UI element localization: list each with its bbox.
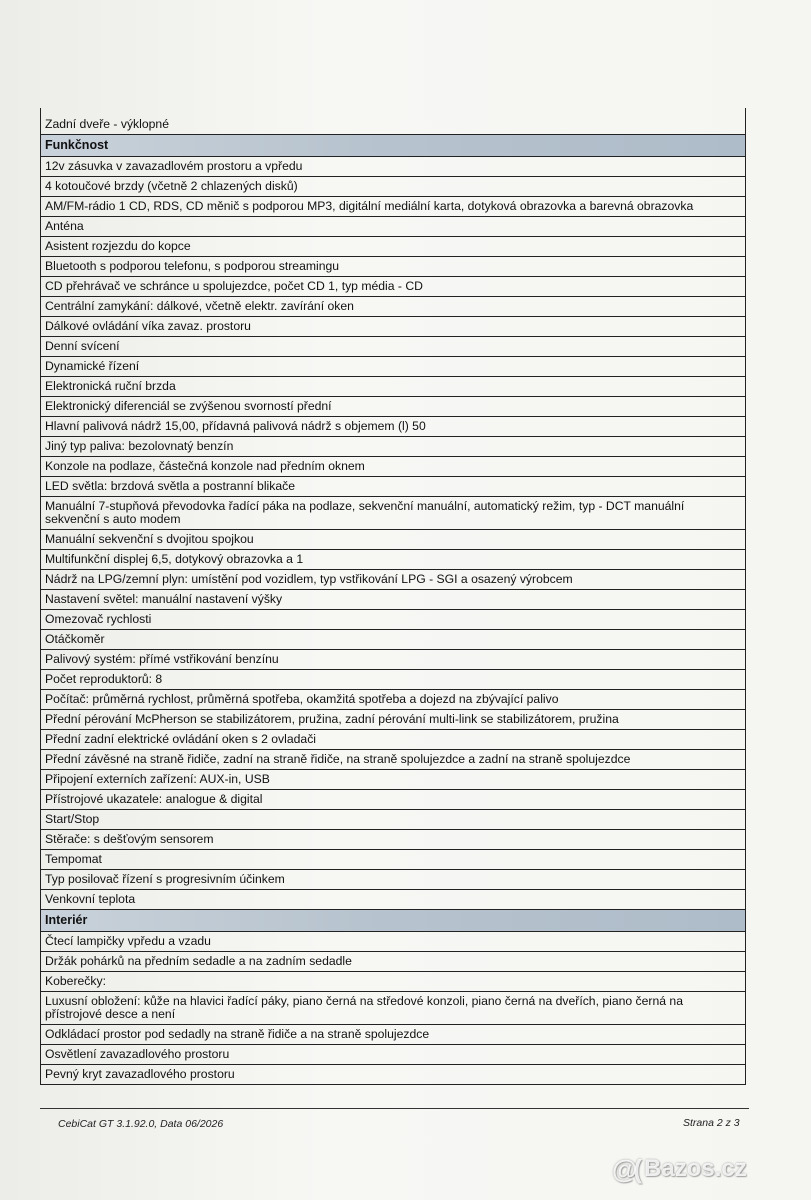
table-row: Bluetooth s podporou telefonu, s podporou streamingu (41, 257, 745, 277)
table-row: Asistent rozjezdu do kopce (41, 237, 745, 257)
table-row: Přístrojové ukazatele: analogue & digital (41, 790, 745, 810)
table-row: Manuální sekvenční s dvojitou spojkou (41, 530, 745, 550)
table-row: Dálkové ovládání víka zavaz. prostoru (41, 317, 745, 337)
table-row: Pevný kryt zavazadlového prostoru (41, 1065, 745, 1085)
table-row: Počítač: průměrná rychlost, průměrná spotřeba, okamžitá spotřeba a dojezd na zbývající palivo (41, 690, 745, 710)
table-row: Tempomat (41, 850, 745, 870)
table-row: Venkovní teplota (41, 890, 745, 910)
table-row: Koberečky: (41, 972, 745, 992)
table-row: Hlavní palivová nádrž 15,00, přídavná palivová nádrž s objemem (l) 50 (41, 417, 745, 437)
table-row: Otáčkoměr (41, 630, 745, 650)
table-row: Konzole na podlaze, částečná konzole nad předním oknem (41, 457, 745, 477)
table-row: Luxusní obložení: kůže na hlavici řadící páky, piano černá na středové konzoli, piano černá na dveřích, piano černá na přístrojové desce a není (41, 992, 745, 1025)
table-row: Čtecí lampičky vpředu a vzadu (41, 932, 745, 952)
footer-page-number: Strana 2 z 3 (683, 1117, 740, 1129)
bazos-watermark (612, 1152, 802, 1186)
table-row: Centrální zamykání: dálkové, včetně elektr. zavírání oken (41, 297, 745, 317)
table-row: Držák pohárků na předním sedadle a na zadním sedadle (41, 952, 745, 972)
table-row: Anténa (41, 217, 745, 237)
table-row: Přední závěsné na straně řidiče, zadní na straně řidiče, na straně spolujezdce a zadní na straně spolujezdce (41, 750, 745, 770)
table-row: Elektronický diferenciál se zvýšenou svorností přední (41, 397, 745, 417)
table-row: Manuální 7-stupňová převodovka řadící páka na podlaze, sekvenční manuální, automatický režim, typ - DCT manuální sekvenční s auto modem (41, 497, 745, 530)
table-row: Připojení externích zařízení: AUX-in, USB (41, 770, 745, 790)
table-row: Omezovač rychlosti (41, 610, 745, 630)
watermark-text: Bazos.cz (644, 1155, 747, 1182)
table-row: CD přehrávač ve schránce u spolujezdce, počet CD 1, typ média - CD (41, 277, 745, 297)
table-row: Start/Stop (41, 810, 745, 830)
table-row: Multifunkční displej 6,5, dotykový obrazovka a 1 (41, 550, 745, 570)
equipment-table (40, 108, 746, 1085)
table-row: Nastavení světel: manuální nastavení výšky (41, 590, 745, 610)
table-row: Denní svícení (41, 337, 745, 357)
section-header: Funkčnost (41, 135, 745, 157)
table-row: Osvětlení zavazadlového prostoru (41, 1045, 745, 1065)
table-row: Nádrž na LPG/zemní plyn: umístění pod vozidlem, typ vstřikování LPG - SGI a osazený výrobcem (41, 570, 745, 590)
table-row: 4 kotoučové brzdy (včetně 2 chlazených disků) (41, 177, 745, 197)
section-header: Interiér (41, 910, 745, 932)
table-row: 12v zásuvka v zavazadlovém prostoru a vpředu (41, 157, 745, 177)
footer-divider (40, 1108, 749, 1109)
table-row: Typ posilovač řízení s progresivním účinkem (41, 870, 745, 890)
table-row: Stěrače: s dešťovým sensorem (41, 830, 745, 850)
table-row: Palivový systém: přímé vstřikování benzínu (41, 650, 745, 670)
table-row: Jiný typ paliva: bezolovnatý benzín (41, 437, 745, 457)
footer-software-version: CebiCat GT 3.1.92.0, Data 06/2026 (58, 1118, 224, 1130)
table-row: LED světla: brzdová světla a postranní blikače (41, 477, 745, 497)
table-row: Dynamické řízení (41, 357, 745, 377)
table-row: Počet reproduktorů: 8 (41, 670, 745, 690)
table-row: Přední zadní elektrické ovládání oken s 2 ovladači (41, 730, 745, 750)
table-row: Odkládací prostor pod sedadly na straně řidiče a na straně spolujezdce (41, 1025, 745, 1045)
table-row: AM/FM-rádio 1 CD, RDS, CD měnič s podporou MP3, digitální mediální karta, dotyková obrazovka a barevná obrazovka (41, 197, 745, 217)
table-row: Přední pérování McPherson se stabilizátorem, pružina, zadní pérování multi-link se stabilizátorem, pružina (41, 710, 745, 730)
table-row: Zadní dveře - výklopné (41, 108, 745, 135)
bazos-logo-icon: @( (612, 1153, 639, 1184)
table-row: Elektronická ruční brzda (41, 377, 745, 397)
